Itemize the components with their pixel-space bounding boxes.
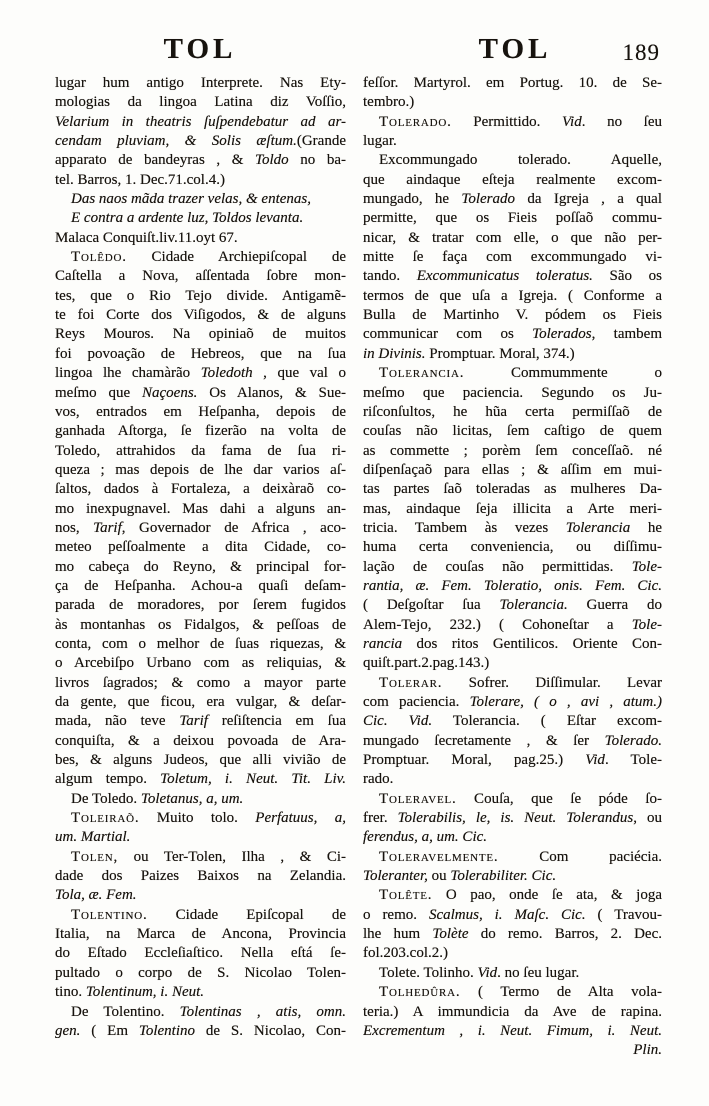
text-segment: , ou: [633, 810, 662, 827]
text-segment: permitte, que os Fieis poſſaõ commu-: [363, 210, 662, 227]
text-segment: parada de moradores, por ſerem fugidos: [55, 597, 346, 614]
text-line: [55, 925, 346, 944]
text-segment: de S. Nicolao, Con-: [195, 1022, 346, 1039]
text-segment: cendam pluviam, & Solis æſtum.: [55, 133, 297, 150]
text-segment: ça de Heſpanha. Achou-a quaſi deſam-: [55, 577, 346, 594]
text-line: [55, 132, 346, 151]
text-segment: as commette ; porèm ſem conceſſaõ. né: [363, 442, 662, 459]
text-line: [363, 442, 662, 461]
text-line: [55, 886, 346, 905]
text-line: [363, 480, 662, 499]
text-segment: tes, que o Rio Tejo divide. Antigamẽ-: [55, 287, 346, 304]
text-segment: o remo.: [363, 906, 429, 923]
text-segment: mitte ſe faça com excommungado vi-: [363, 249, 662, 266]
text-segment: mo cabeça do Reyno, & principal for-: [55, 558, 346, 575]
text-segment: . Tole-: [604, 752, 662, 769]
text-line: [55, 113, 346, 132]
text-segment: Tolerancia.: [499, 597, 568, 614]
text-segment: Toletum, i. Neut. Tit. Liv.: [160, 771, 346, 788]
text-line: [363, 944, 662, 963]
text-line: [363, 732, 662, 751]
text-segment: Com paciécia.: [498, 848, 662, 865]
text-segment: do remo. Barros, 2. Dec.: [468, 926, 662, 943]
text-segment: meſmo que paciencia. Segundo os Ju-: [363, 384, 662, 401]
text-line: [55, 422, 346, 441]
text-segment: mungado ſecretamente , & ſer: [363, 732, 605, 749]
text-line: [363, 1041, 662, 1060]
text-line: [363, 867, 662, 886]
text-line: [55, 267, 346, 286]
text-line: [55, 790, 346, 809]
text-segment: Sofrer. Diſſimular. Levar: [442, 674, 662, 691]
text-segment: lugar hum antigo Interprete. Nas Ety-: [55, 75, 346, 91]
text-segment: reſiſtencia em ſua: [207, 713, 346, 730]
text-segment: que aindaque eſteja realmente excom-: [363, 171, 662, 188]
text-segment: queza ; mas depois de lhe dar varios aſ-: [55, 461, 346, 478]
text-segment: rantia, æ. Fem. Toleratio, onis. Fem. Cic.: [363, 577, 662, 594]
text-line: [55, 964, 346, 983]
text-line: [363, 538, 662, 557]
text-line: [55, 674, 346, 693]
text-segment: Toletanus, a, um.: [140, 790, 244, 807]
text-segment: conta, com o melhor de ſuas riquezas, &: [55, 635, 346, 652]
text-segment: Cidade Archiepiſcopal de: [126, 249, 346, 266]
text-line: [55, 577, 346, 596]
text-line: [363, 190, 662, 209]
text-segment: Guerra do: [567, 597, 662, 614]
text-line: [55, 364, 346, 383]
text-line: [55, 751, 346, 770]
text-line: [363, 132, 662, 151]
text-segment: , que val o: [252, 365, 346, 382]
text-segment: da Igreja , a qual: [515, 191, 662, 208]
text-line: [55, 480, 346, 499]
text-segment: tando.: [363, 268, 417, 285]
text-segment: Os Alanos, & Sue-: [197, 384, 346, 401]
text-segment: tricia. Tambem às vezes: [363, 519, 566, 536]
text-line: [363, 925, 662, 944]
text-line: [55, 983, 346, 1002]
text-segment: ferendus, a, um. Cic.: [363, 829, 488, 846]
text-segment: Bulla de Martinho V. pódem os Fieis: [363, 307, 662, 324]
text-segment: Vid: [477, 964, 498, 981]
text-segment: pultado o corpo de S. Nicolao Tolen-: [55, 964, 346, 981]
text-segment: Tola, æ. Fem.: [55, 887, 137, 904]
text-line: [55, 558, 346, 577]
text-line: [55, 306, 346, 325]
text-line: [363, 306, 662, 325]
text-line: [55, 287, 346, 306]
text-segment: às montanhas os Fidalgos, & peſſoas de: [55, 616, 346, 633]
text-line: [363, 770, 662, 789]
text-line: [55, 384, 346, 403]
text-segment: mo inexpugnavel. Mas dahi a alguns an-: [55, 500, 346, 517]
text-line: [55, 867, 346, 886]
text-line: [55, 461, 346, 480]
text-segment: , Governador de Africa , aco-: [121, 519, 346, 536]
text-segment: rancia: [363, 635, 403, 652]
text-line: [363, 964, 662, 983]
left-column: [55, 74, 346, 1041]
text-segment: meſmo que: [55, 384, 142, 401]
text-line: [363, 577, 662, 596]
text-line: [363, 171, 662, 190]
text-segment: Promptuar. Moral, pag.25.): [363, 752, 586, 769]
text-line: [55, 616, 346, 635]
text-line: [363, 1022, 662, 1041]
running-title-right: TOL: [478, 33, 552, 65]
text-line: [363, 751, 662, 770]
entry-headword: Tolerado.: [379, 113, 452, 130]
text-segment: Toleranter,: [363, 868, 428, 885]
text-segment: Tole-: [631, 558, 662, 575]
text-segment: Excrementum , i. Neut. Fimum, i. Neut.: [363, 1022, 662, 1039]
text-line: [363, 654, 662, 673]
text-segment: Tolerancia: [565, 519, 631, 536]
text-segment: Tolerabiliter. Cic.: [450, 868, 557, 885]
text-line: [55, 442, 346, 461]
text-segment: ſaltos, dados à Fortaleza, a deixàraõ co-: [55, 481, 346, 498]
entry-headword: Toleravel.: [379, 790, 457, 807]
text-line: [363, 209, 662, 228]
text-segment: tino.: [55, 984, 86, 1001]
text-segment: rado.: [363, 771, 394, 788]
entry-headword: Tolête.: [379, 887, 433, 904]
text-segment: De Toledo.: [71, 790, 141, 807]
text-segment: O pao, onde ſe ata, & joga: [432, 887, 662, 904]
text-line: [363, 712, 662, 731]
text-segment: Tolerado.: [604, 732, 662, 749]
text-segment: huma certa conveniencia, ou diſſimu-: [363, 539, 662, 556]
text-line: [55, 345, 346, 364]
text-segment: Caſtella a Nova, aſſentada ſobre mon-: [55, 268, 346, 285]
text-line: [363, 1003, 662, 1022]
text-line: [55, 190, 346, 209]
text-segment: (Grande: [296, 133, 346, 150]
text-segment: mada, não teve: [55, 713, 180, 730]
text-segment: tel. Barros, 1. Dec.71.col.4.): [55, 171, 225, 188]
text-line: [363, 500, 662, 519]
text-line: [55, 500, 346, 519]
text-segment: vos, entrados em Heſpanha, depois de: [55, 403, 346, 420]
text-segment: mungado, he: [363, 191, 462, 208]
text-segment: apparato de bandeyras , &: [55, 152, 255, 169]
text-segment: lingoa lhe chamàrão: [55, 365, 201, 382]
text-line: [363, 113, 662, 132]
text-segment: Malaca Conquiſt.liv.11.oyt 67.: [55, 229, 238, 246]
text-segment: Tolerado: [461, 191, 516, 208]
text-segment: mologias da lingoa Latina diz Voſſio,: [55, 94, 346, 111]
text-line: [363, 287, 662, 306]
text-segment: livros ſagrados; & como a mayor parte: [55, 674, 346, 691]
text-line: [363, 74, 662, 93]
entry-headword: Toleiraõ.: [71, 810, 140, 827]
entry-headword: Tolêdo.: [71, 249, 127, 266]
text-line: [55, 209, 346, 228]
text-line: [363, 422, 662, 441]
text-line: [55, 151, 346, 170]
text-line: [55, 809, 346, 828]
text-line: [363, 403, 662, 422]
text-segment: Toldo: [255, 152, 289, 169]
text-segment: Promptuar. Moral, 374.): [425, 345, 575, 362]
text-segment: Commummente o: [464, 365, 662, 382]
text-line: [55, 74, 346, 93]
text-segment: Toledo, attrahidos da fama de ſua ri-: [55, 442, 346, 459]
text-segment: mas, aindaque ſeja illicita a Arte meri-: [363, 500, 662, 517]
text-line: [363, 267, 662, 286]
text-segment: foi povoação de Hebreos, que na ſua: [55, 345, 346, 362]
text-segment: Tolerados: [532, 326, 592, 343]
text-line: [55, 906, 346, 925]
text-line: [363, 886, 662, 905]
entry-headword: Tolhedûra.: [379, 984, 461, 1001]
text-line: [55, 229, 346, 248]
text-segment: Tolète: [432, 926, 469, 943]
text-segment: Excommungado tolerado. Aquelle,: [379, 152, 662, 169]
text-segment: . no ſeu: [581, 113, 662, 130]
text-segment: he: [630, 519, 662, 536]
text-line: [55, 770, 346, 789]
text-line: [55, 828, 346, 847]
text-segment: Italia, na Marca de Ancona, Provincia: [55, 926, 346, 943]
text-segment: Velarium in theatris ſuſpendebatur ad ar-: [55, 113, 346, 130]
text-segment: Perfatuus, a,: [255, 810, 346, 827]
text-line: [363, 906, 662, 925]
text-segment: De Tolentino.: [71, 1003, 180, 1020]
text-segment: Permittido.: [451, 113, 562, 130]
text-line: [363, 364, 662, 383]
text-line: [55, 171, 346, 190]
text-line: [55, 325, 346, 344]
text-segment: algum tempo.: [55, 771, 161, 788]
text-line: [363, 519, 662, 538]
text-line: [55, 93, 346, 112]
text-line: [363, 248, 662, 267]
text-line: [363, 790, 662, 809]
text-line: [55, 848, 346, 867]
text-segment: frer.: [363, 810, 398, 827]
text-segment: Muito tolo.: [139, 810, 256, 827]
text-segment: Tarif: [93, 519, 122, 536]
text-segment: lação de couſas não permittidas.: [363, 558, 632, 575]
text-segment: conquiſta, & a deixou povoada de Ara-: [55, 732, 346, 749]
page-number: 189: [622, 40, 660, 65]
text-segment: in Divinis.: [363, 345, 426, 362]
text-segment: E contra a ardente luz, Toldos levanta.: [71, 210, 304, 227]
text-segment: ( Travou-: [585, 906, 662, 923]
text-line: [55, 596, 346, 615]
text-line: [363, 558, 662, 577]
text-segment: gen.: [55, 1022, 81, 1039]
text-segment: dos ritos Gentilicos. Oriente Con-: [402, 635, 662, 652]
text-line: [363, 325, 662, 344]
text-segment: ( Em: [80, 1022, 139, 1039]
text-segment: teria.) A immundicia da Ave de rapina.: [363, 1003, 662, 1020]
text-segment: Scalmus, i. Maſc. Cic.: [428, 906, 586, 923]
text-line: [55, 538, 346, 557]
text-line: [55, 248, 346, 267]
text-segment: Tarif: [179, 713, 208, 730]
text-segment: com paciencia.: [363, 694, 470, 710]
text-segment: Das naos mãda trazer velas, & entenas,: [71, 191, 311, 208]
text-line: [363, 229, 662, 248]
text-segment: tas partes ſaõ toleradas as mulheres Da-: [363, 481, 662, 498]
text-segment: , tambem: [591, 326, 662, 343]
text-segment: Couſa, que ſe póde ſo-: [456, 790, 662, 807]
text-segment: Tole-: [631, 616, 662, 633]
text-line: [363, 635, 662, 654]
text-line: [55, 1022, 346, 1041]
text-segment: um. Martial.: [55, 829, 131, 846]
text-segment: te foi Corte dos Viſigodos, & de alguns: [55, 307, 346, 324]
text-segment: Cic. Vid.: [363, 713, 433, 730]
text-segment: Tolerancia. ( Eſtar excom-: [432, 713, 662, 730]
running-title-left: TOL: [163, 33, 237, 65]
text-line: [363, 151, 662, 170]
text-segment: do Eſtado Eccleſiaſtico. Nella eſtá ſe-: [55, 945, 346, 962]
text-line: [55, 712, 346, 731]
text-segment: Tolentino: [138, 1022, 196, 1039]
text-line: [55, 944, 346, 963]
text-segment: Plin.: [633, 1042, 662, 1059]
text-line: [55, 519, 346, 538]
text-segment: feſſor. Martyrol. em Portug. 10. de Se-: [363, 75, 662, 91]
entry-headword: Tolerancia.: [379, 365, 465, 382]
text-segment: Tolentinum, i. Neut.: [85, 984, 205, 1001]
text-line: [363, 384, 662, 403]
text-segment: São os: [592, 268, 662, 285]
text-segment: nicar, & tratar com elle, o que não per-: [363, 229, 662, 246]
text-line: [55, 1003, 346, 1022]
text-segment: bes, & alguns Judeos, que alli vivião de: [55, 752, 346, 769]
text-segment: ( Deſgoſtar ſua: [363, 597, 500, 614]
text-line: [363, 461, 662, 480]
text-segment: Vid: [585, 752, 605, 769]
text-line: [363, 93, 662, 112]
text-line: [363, 983, 662, 1002]
entry-headword: Toleravelmente.: [379, 848, 499, 865]
text-segment: lhe hum: [363, 926, 433, 943]
text-line: [363, 674, 662, 693]
text-segment: riſconſultos, he hũa certa permiſſaõ de: [363, 403, 662, 420]
text-segment: lugar.: [363, 133, 397, 150]
text-line: [363, 616, 662, 635]
text-segment: dade dos Paizes Baixos na Zelandia.: [55, 868, 346, 885]
text-segment: ganhada Aſtorga, ſe fizerão na volta de: [55, 423, 346, 440]
text-segment: nos,: [55, 519, 94, 536]
text-segment: Excommunicatus toleratus.: [416, 268, 593, 285]
text-segment: tembro.): [363, 94, 415, 111]
text-segment: termos de que uſa a Igreja. ( Conforme a: [363, 287, 662, 304]
text-segment: fol.203.col.2.): [363, 945, 448, 962]
text-segment: Vid: [561, 113, 582, 130]
text-line: [363, 596, 662, 615]
text-segment: Cidade Epiſcopal de: [147, 906, 346, 923]
text-line: [363, 809, 662, 828]
text-line: [363, 828, 662, 847]
text-segment: couſas não licitas, ſem caſtigo de quem: [363, 423, 662, 440]
right-column: [363, 74, 662, 1061]
text-segment: communicar com os: [363, 326, 533, 343]
text-segment: Tolete. Tolinho.: [379, 964, 478, 981]
text-segment: no ba-: [288, 152, 346, 169]
entry-headword: Tolerar.: [379, 674, 443, 691]
text-segment: Tolentinas , atis, omn.: [179, 1003, 346, 1020]
text-segment: Tolerabilis, le, is. Neut. Tolerandus: [397, 810, 634, 827]
text-line: [55, 654, 346, 673]
text-segment: ou Ter-Tolen, Ilha , & Ci-: [118, 848, 346, 865]
text-segment: da gente, que ficou, era vulgar, & deſar-: [55, 694, 346, 710]
text-line: [55, 732, 346, 751]
text-segment: Alem-Tejo, 232.) ( Cohoneſtar a: [363, 616, 632, 633]
text-segment: ou: [427, 868, 451, 885]
text-segment: Reys Mouros. Na opiniaõ de muitos: [55, 326, 346, 343]
text-segment: Naçoens.: [142, 384, 198, 401]
text-line: [363, 693, 662, 712]
text-segment: diſpenſaçaõ para ellas ; & aſſim em mui-: [363, 461, 662, 478]
text-segment: Toledoth: [200, 365, 253, 382]
text-segment: o Arcebiſpo Urbano com as reliquias, &: [55, 655, 346, 672]
entry-headword: Tolentino.: [71, 906, 148, 923]
text-line: [363, 848, 662, 867]
text-line: [363, 345, 662, 364]
text-segment: quiſt.part.2.pag.143.): [363, 655, 490, 672]
text-segment: Tolerare, ( o , avi , atum.): [469, 694, 662, 710]
text-segment: . no ſeu lugar.: [497, 964, 580, 981]
text-line: [55, 693, 346, 712]
text-line: [55, 403, 346, 422]
text-segment: meteo peſſoalmente a dita Cidade, co-: [55, 539, 346, 556]
text-segment: ( Termo de Alta vola-: [460, 984, 662, 1001]
text-line: [55, 635, 346, 654]
entry-headword: Tolen,: [71, 848, 119, 865]
